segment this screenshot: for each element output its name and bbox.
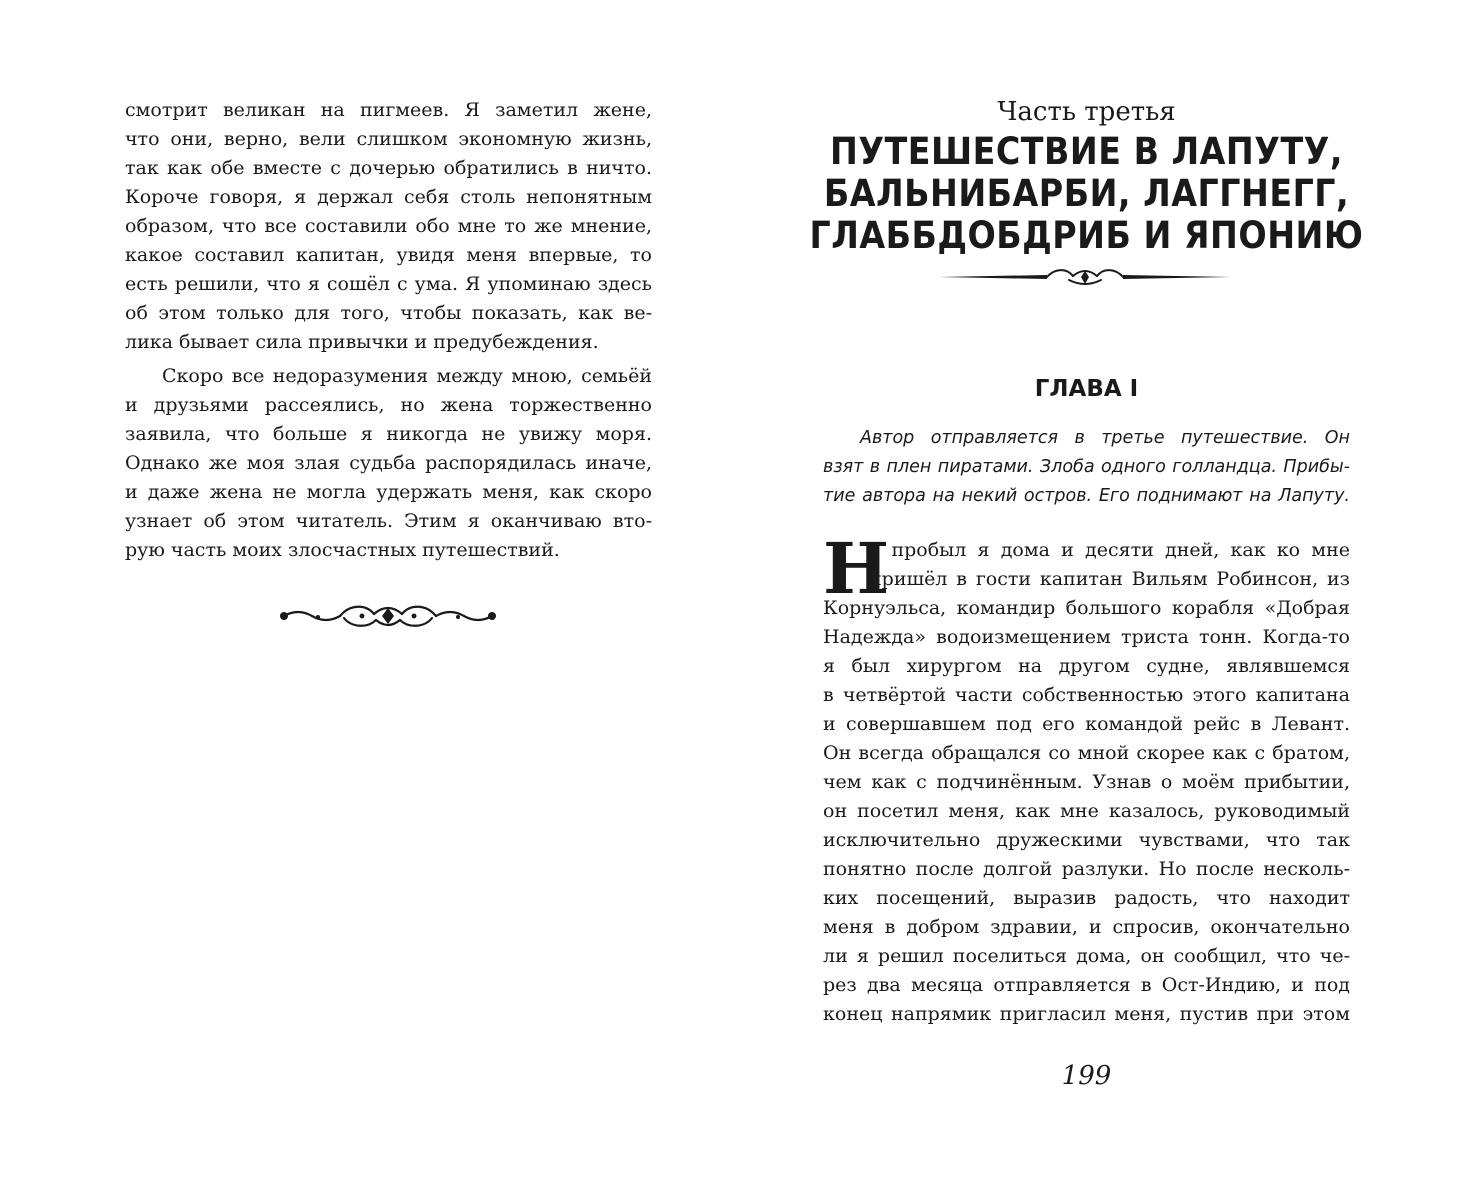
text-line: Надежда» водоизмещением триста тонн. Когда-то bbox=[823, 626, 1350, 648]
text-line: Однако же моя злая судьба распорядилась иначе, bbox=[125, 452, 652, 474]
summary-line: взят в плен пиратами. Злоба одного голландца. Прибы- bbox=[823, 457, 1350, 477]
text-line: и друзьями рассеялись, но жена торжественно bbox=[125, 394, 652, 416]
page-number: 199 bbox=[1061, 1061, 1112, 1091]
text-line: е пробыл я дома и десяти дней, как ко мне bbox=[869, 539, 1350, 561]
text-line: заявила, что больше я никогда не увижу моря. bbox=[125, 423, 652, 445]
text-line: и совершавшем под его командой рейс в Левант. bbox=[823, 713, 1350, 735]
text-line: исключительно дружескими чувствами, что так bbox=[823, 829, 1350, 851]
text-line: и даже жена не могла удержать меня, как скоро bbox=[125, 481, 652, 503]
text-line: Короче говоря, я держал себя столь непонятным bbox=[125, 186, 652, 208]
text-line: я был хирургом на другом судне, являвшемся bbox=[823, 655, 1350, 677]
text-line: смотрит великан на пигмеев. Я заметил жене, bbox=[125, 99, 652, 121]
text-line: ли я решил поселиться дома, он сообщил, что че- bbox=[823, 945, 1350, 967]
part-title-line: ГЛАББДОБДРИБ И ЯПОНИЮ bbox=[809, 214, 1364, 257]
right-page bbox=[737, 0, 1474, 1190]
text-line: есть решили, что я сошёл с ума. Я упоминаю здесь bbox=[125, 273, 652, 295]
end-ornament-icon bbox=[278, 600, 498, 632]
text-line: пришёл в гости капитан Вильям Робинсон, из bbox=[869, 568, 1350, 590]
text-line: Корнуэльса, командир большого корабля «Добрая bbox=[823, 597, 1350, 619]
text-line: Он всегда обращался со мной скорее как с братом, bbox=[823, 742, 1350, 764]
text-line: что они, верно, вели слишком экономную жизнь, bbox=[125, 128, 652, 150]
text-line: он посетил меня, как мне казалось, руководимый bbox=[823, 800, 1350, 822]
text-line: Скоро все недоразумения между мною, семьёй bbox=[162, 365, 652, 387]
text-line: образом, что все составили обо мне то же мнение, bbox=[125, 215, 652, 237]
text-line: так как обе вместе с дочерью обратились в ничто. bbox=[125, 157, 652, 179]
text-line: рез два месяца отправляется в Ост-Индию, и под bbox=[823, 974, 1350, 996]
text-line: понятно после долгой разлуки. Но после несколь- bbox=[823, 858, 1350, 880]
chapter-label: ГЛАВА I bbox=[1034, 376, 1139, 402]
text-line: какое составил капитан, увидя меня впервые, то bbox=[125, 244, 652, 266]
summary-line: Автор отправляется в третье путешествие. Он bbox=[860, 428, 1350, 448]
text-line: рую часть моих злосчастных путешествий. bbox=[125, 539, 560, 561]
part-title-line: ПУТЕШЕСТВИЕ В ЛАПУТУ, bbox=[830, 130, 1343, 173]
text-line: в четвёртой части собственностью этого капитана bbox=[823, 684, 1350, 706]
text-line: меня в добром здравии, и спросив, окончательно bbox=[823, 916, 1350, 938]
text-line: узнает об этом читатель. Этим я оканчиваю вто- bbox=[125, 510, 652, 532]
drop-cap: Н bbox=[823, 527, 890, 610]
title-divider-icon bbox=[937, 264, 1233, 290]
text-line: об этом только для того, чтобы показать, как ве- bbox=[125, 302, 652, 324]
text-line: ких посещений, выразив радость, что находит bbox=[823, 887, 1350, 909]
text-line: конец напрямик пригласил меня, пустив при этом bbox=[823, 1003, 1350, 1025]
text-line: лика бывает сила привычки и предубеждения. bbox=[125, 331, 599, 353]
part-label: Часть третья bbox=[997, 97, 1176, 127]
part-title-line: БАЛЬНИБАРБИ, ЛАГГНЕГГ, bbox=[823, 172, 1350, 215]
summary-line: тие автора на некий остров. Его поднимают на Лапуту. bbox=[823, 486, 1350, 506]
text-line: чем как с подчинённым. Узнав о моём прибытии, bbox=[823, 771, 1350, 793]
